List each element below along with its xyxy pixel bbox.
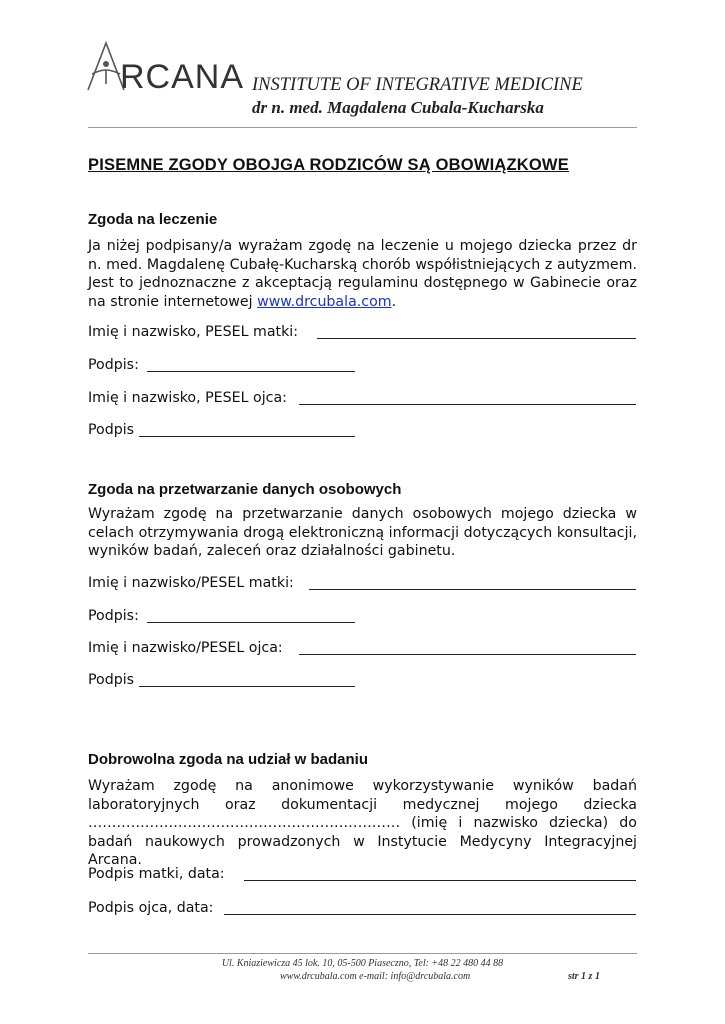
mother-signature-date-input-line[interactable] [244,880,636,881]
mother-name-input-line[interactable] [309,589,636,590]
mother-name-input-line[interactable] [317,338,636,339]
mother-signature-input-line[interactable] [147,371,355,372]
father-signature-input-line[interactable] [139,686,355,687]
father-name-input-line[interactable] [299,404,636,405]
father-signature-date-input-line[interactable] [224,914,636,915]
section-heading-data-processing: Zgoda na przetwarzanie danych osobowych [88,481,402,498]
field-signature: Podpis [88,422,135,438]
father-signature-input-line[interactable] [139,436,355,437]
footer-web-email: www.drcubala.com e-mail: info@drcubala.com [280,971,471,982]
section-text-treatment: Ja niżej podpisany/a wyrażam zgodę na leczenie u mojego dziecka przez dr n. med. Magdalenę Cubałę-Kucharską chorób współistniejących z autyzmem. Jest to jednoznaczne z akceptacją regulaminu dostępnego w Gabinecie oraz na stronie internetowej www.drcubala.com. [88,238,637,310]
field-mother-name-pesel: Imię i nazwisko, PESEL matki: [88,324,299,340]
section-heading-research: Dobrowolna zgoda na udział w badaniu [88,751,369,768]
page-number: str 1 z 1 [568,971,600,982]
field-father-name-pesel: Imię i nazwisko, PESEL ojca: [88,390,287,406]
field-mother-signature-date: Podpis matki, data: [88,866,225,882]
section-text-data-processing: Wyrażam zgodę na przetwarzanie danych osobowych mojego dziecka w celach otrzymywania drogą elektroniczną informacji dotyczących konsultacji, wyników badań, zaleceń oraz działalności gabinetu. [88,506,637,559]
institute-name: INSTITUTE OF INTEGRATIVE MEDICINE [252,75,583,95]
field-signature: Podpis: [88,357,139,373]
father-name-input-line[interactable] [299,654,636,655]
field-mother-name-pesel: Imię i nazwisko/PESEL matki: [88,575,294,591]
footer-divider [88,953,637,954]
website-link[interactable]: www.drcubala.com [257,293,392,310]
section-heading-treatment: Zgoda na leczenie [88,211,218,228]
page-title: PISEMNE ZGODY OBOJGA RODZICÓW SĄ OBOWIĄZKOWE [88,156,569,174]
logo-wordmark: RCANA [120,58,245,96]
doctor-name: dr n. med. Magdalena Cubala-Kucharska [252,98,544,117]
field-signature: Podpis: [88,608,139,624]
footer-address: Ul. Kniaziewicza 45 lok. 10, 05-500 Piaseczno, Tel: +48 22 480 44 88 [221,958,504,969]
mother-signature-input-line[interactable] [147,622,355,623]
header-divider [88,127,637,128]
field-father-signature-date: Podpis ojca, data: [88,900,214,916]
section-text-research: Wyrażam zgodę na anonimowe wykorzystywanie wyników badań laboratoryjnych oraz dokumentacji medycznej mojego dziecka ………………………………………………………… (imię i nazwisko dziecka) do badań naukowych prowadzonych w Instytucie Medycyny Integracyjnej Arcana. [88,778,637,868]
field-signature: Podpis [88,672,135,688]
field-father-name-pesel: Imię i nazwisko/PESEL ojca: [88,640,283,656]
